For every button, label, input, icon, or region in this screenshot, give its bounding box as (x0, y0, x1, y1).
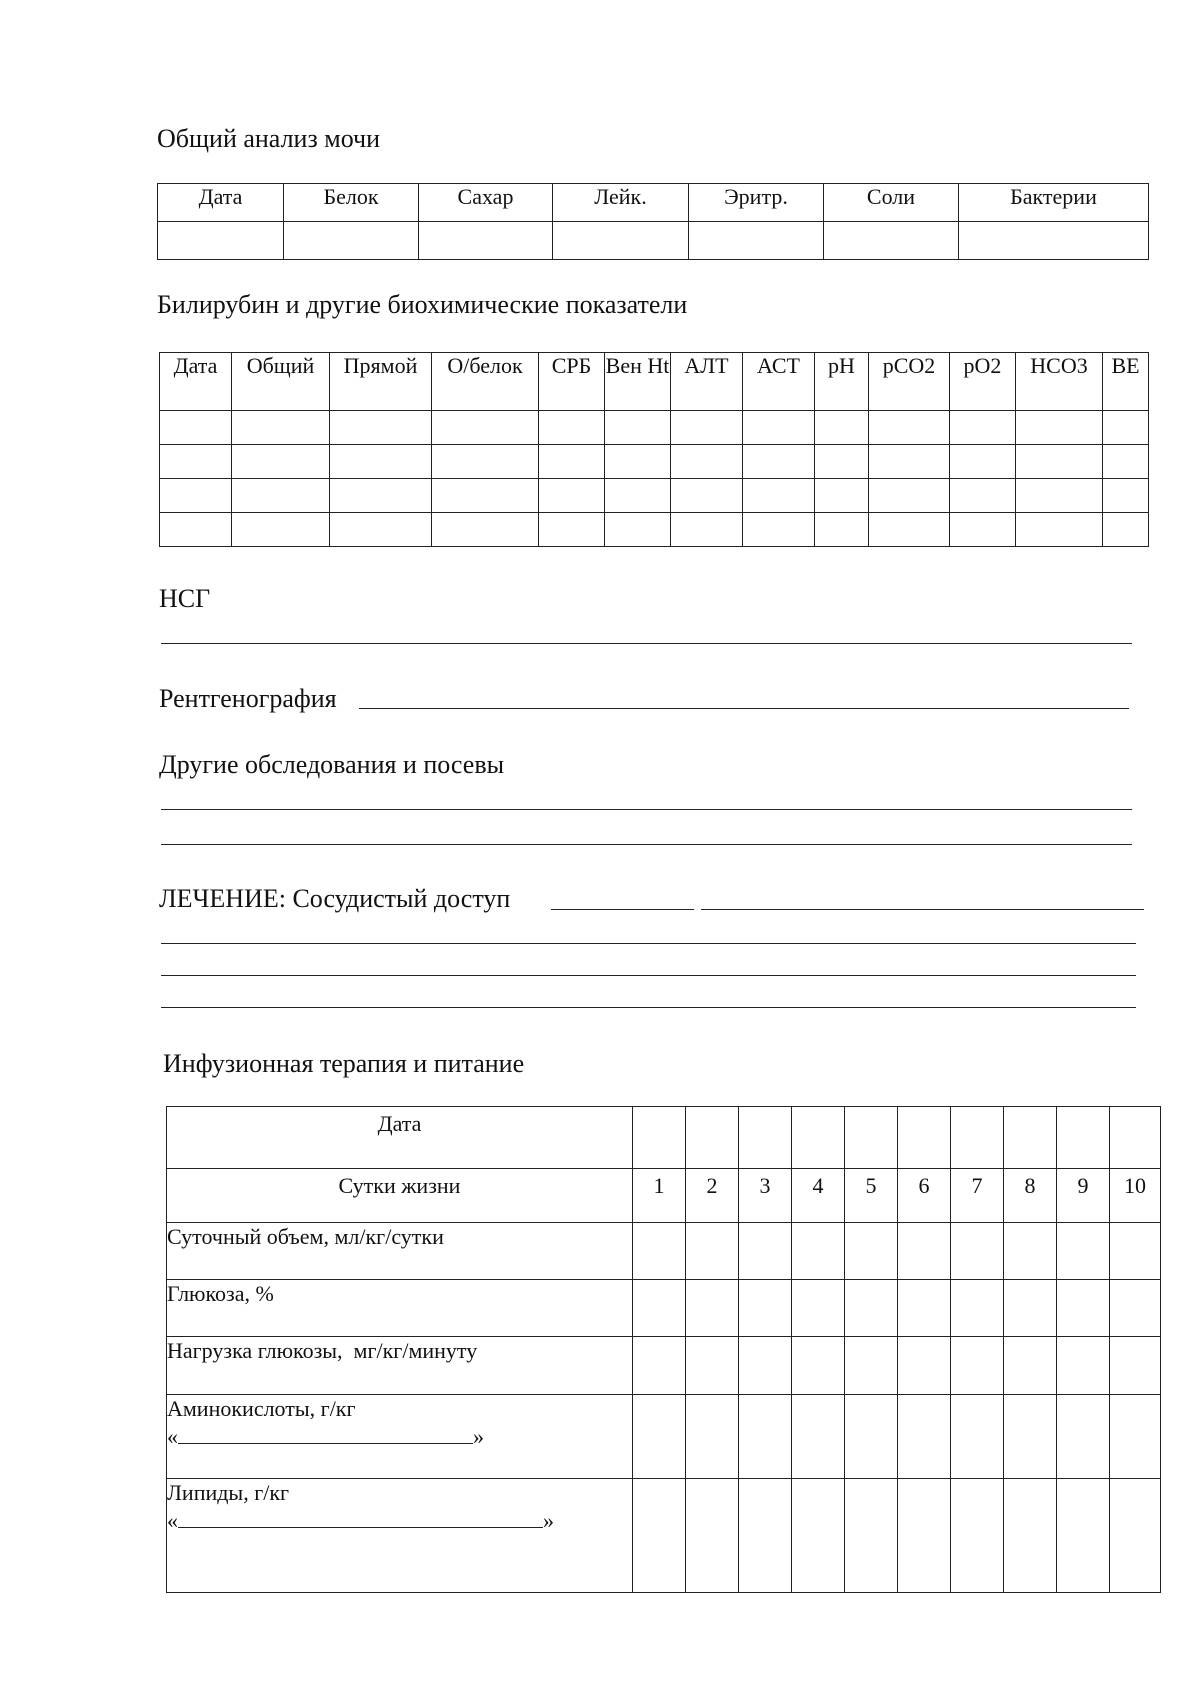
table-cell[interactable] (950, 513, 1016, 547)
col-header-total-protein: О/белок (432, 353, 539, 411)
day-number: 10 (1110, 1169, 1161, 1223)
table-cell[interactable] (158, 222, 284, 260)
table-cell[interactable] (160, 445, 232, 479)
table-cell[interactable] (792, 1107, 845, 1169)
table-cell[interactable] (739, 1107, 792, 1169)
table-cell[interactable] (950, 479, 1016, 513)
amino-acids-label: Аминокислоты, г/кг (167, 1396, 356, 1421)
treatment-line-1[interactable] (161, 943, 1136, 944)
table-cell[interactable] (898, 1107, 951, 1169)
table-cell[interactable] (1004, 1395, 1057, 1479)
table-cell[interactable] (160, 479, 232, 513)
quote-close: » (543, 1508, 554, 1533)
table-cell[interactable] (792, 1395, 845, 1479)
quote-open: « (167, 1424, 178, 1449)
table-cell[interactable] (950, 411, 1016, 445)
table-row (160, 445, 1149, 479)
table-cell[interactable] (1110, 1337, 1161, 1395)
urinalysis-table (157, 183, 1149, 260)
table-cell[interactable] (951, 1107, 1004, 1169)
table-cell[interactable] (633, 1395, 686, 1479)
amino-acids-name-line[interactable] (178, 1442, 473, 1444)
table-cell[interactable] (1103, 513, 1149, 547)
col-header-ph: pH (815, 353, 869, 411)
table-cell[interactable] (432, 445, 539, 479)
col-header-ven-ht: Вен Ht (605, 353, 671, 411)
table-row (160, 479, 1149, 513)
row-label-daily-volume: Суточный объем, мл/кг/сутки (167, 1223, 633, 1280)
table-cell[interactable] (686, 1280, 739, 1337)
table-cell[interactable] (1016, 479, 1103, 513)
table-cell[interactable] (951, 1280, 1004, 1337)
col-header-eryth: Эритр. (689, 184, 824, 222)
table-cell[interactable] (739, 1395, 792, 1479)
col-header-ast: АСТ (743, 353, 815, 411)
table-cell[interactable] (951, 1223, 1004, 1280)
table-cell[interactable] (419, 222, 553, 260)
table-cell[interactable] (553, 222, 689, 260)
col-header-pco2: pCO2 (869, 353, 950, 411)
table-cell[interactable] (605, 445, 671, 479)
table-cell[interactable] (951, 1395, 1004, 1479)
quote-close: » (473, 1424, 484, 1449)
col-header-protein: Белок (284, 184, 419, 222)
col-header-po2: pO2 (950, 353, 1016, 411)
table-cell[interactable] (671, 411, 743, 445)
nsg-line[interactable] (161, 643, 1132, 644)
table-cell[interactable] (739, 1280, 792, 1337)
col-header-leuk: Лейк. (553, 184, 689, 222)
table-cell[interactable] (1110, 1107, 1161, 1169)
table-cell[interactable] (743, 479, 815, 513)
table-cell[interactable] (633, 1107, 686, 1169)
table-cell[interactable] (686, 1479, 739, 1593)
table-cell[interactable] (1103, 479, 1149, 513)
infusion-title: Инфузионная терапия и питание (163, 1049, 525, 1078)
table-cell[interactable] (1110, 1479, 1161, 1593)
table-cell[interactable] (1057, 1337, 1110, 1395)
day-number: 9 (1057, 1169, 1110, 1223)
table-cell[interactable] (232, 445, 330, 479)
treatment-bold-label: ЛЕЧЕНИЕ: (159, 884, 286, 913)
table-cell[interactable] (1110, 1223, 1161, 1280)
row-label-amino-acids (167, 1395, 633, 1479)
table-cell[interactable] (950, 445, 1016, 479)
xray-label: Рентгенография (159, 684, 337, 713)
table-cell[interactable] (1057, 1223, 1110, 1280)
table-cell[interactable] (686, 1337, 739, 1395)
table-cell[interactable] (633, 1479, 686, 1593)
table-cell[interactable] (869, 411, 950, 445)
biochem-table (159, 352, 1149, 547)
table-cell[interactable] (605, 513, 671, 547)
col-header-alt: АЛТ (671, 353, 743, 411)
infusion-table (166, 1106, 1161, 1593)
biochem-title: Билирубин и другие биохимические показатели (157, 290, 688, 319)
table-cell[interactable] (605, 479, 671, 513)
row-label-day-of-life: Сутки жизни (167, 1169, 633, 1223)
table-cell[interactable] (845, 1337, 898, 1395)
table-cell[interactable] (432, 513, 539, 547)
table-cell[interactable] (845, 1395, 898, 1479)
table-cell[interactable] (792, 1280, 845, 1337)
table-cell[interactable] (845, 1280, 898, 1337)
table-cell[interactable] (686, 1107, 739, 1169)
xray-line[interactable] (359, 708, 1129, 709)
day-number: 1 (633, 1169, 686, 1223)
other-label: Другие обследования и посевы (159, 750, 505, 779)
table-cell[interactable] (739, 1337, 792, 1395)
table-cell[interactable] (739, 1223, 792, 1280)
day-number: 3 (739, 1169, 792, 1223)
table-cell[interactable] (815, 411, 869, 445)
table-cell[interactable] (539, 411, 605, 445)
day-number: 4 (792, 1169, 845, 1223)
table-cell[interactable] (845, 1107, 898, 1169)
day-number: 8 (1004, 1169, 1057, 1223)
table-cell[interactable] (815, 513, 869, 547)
col-header-date: Дата (160, 353, 232, 411)
table-cell[interactable] (1103, 445, 1149, 479)
table-row (160, 411, 1149, 445)
table-cell[interactable] (792, 1223, 845, 1280)
treatment-line-3[interactable] (161, 1007, 1136, 1008)
table-cell[interactable] (1057, 1395, 1110, 1479)
quote-open: « (167, 1508, 178, 1533)
table-cell[interactable] (1057, 1107, 1110, 1169)
col-header-sugar: Сахар (419, 184, 553, 222)
lipids-name-line[interactable] (178, 1526, 543, 1528)
vascular-access-line-1[interactable] (551, 909, 694, 910)
day-number: 5 (845, 1169, 898, 1223)
day-number: 7 (951, 1169, 1004, 1223)
table-cell[interactable] (686, 1223, 739, 1280)
table-cell[interactable] (686, 1395, 739, 1479)
table-cell[interactable] (1004, 1107, 1057, 1169)
table-cell[interactable] (1004, 1337, 1057, 1395)
lipids-label: Липиды, г/кг (167, 1480, 290, 1505)
table-cell[interactable] (898, 1395, 951, 1479)
table-cell[interactable] (633, 1223, 686, 1280)
day-number: 6 (898, 1169, 951, 1223)
table-cell[interactable] (1016, 411, 1103, 445)
treatment-line-2[interactable] (161, 975, 1136, 976)
table-cell[interactable] (1004, 1479, 1057, 1593)
day-number: 2 (686, 1169, 739, 1223)
vascular-access-line-2[interactable] (701, 909, 1144, 910)
table-cell[interactable] (539, 479, 605, 513)
table-cell[interactable] (432, 411, 539, 445)
table-cell[interactable] (232, 513, 330, 547)
col-header-direct: Прямой (330, 353, 432, 411)
treatment-label: Сосудистый доступ (292, 884, 511, 913)
table-cell[interactable] (792, 1337, 845, 1395)
table-cell[interactable] (951, 1479, 1004, 1593)
table-cell[interactable] (1016, 513, 1103, 547)
table-cell[interactable] (432, 479, 539, 513)
table-cell[interactable] (959, 222, 1149, 260)
table-cell[interactable] (1103, 411, 1149, 445)
col-header-salts: Соли (824, 184, 959, 222)
table-cell[interactable] (671, 445, 743, 479)
table-cell[interactable] (898, 1223, 951, 1280)
table-cell[interactable] (739, 1479, 792, 1593)
amino-acids-blank (167, 1423, 632, 1451)
table-cell[interactable] (671, 513, 743, 547)
nsg-label: НСГ (159, 584, 211, 613)
table-cell[interactable] (1110, 1395, 1161, 1479)
col-header-be: BE (1103, 353, 1149, 411)
table-cell[interactable] (330, 445, 432, 479)
other-line-2[interactable] (161, 844, 1132, 845)
table-cell[interactable] (898, 1337, 951, 1395)
table-cell[interactable] (743, 411, 815, 445)
table-cell[interactable] (869, 513, 950, 547)
table-cell[interactable] (330, 479, 432, 513)
table-cell[interactable] (824, 222, 959, 260)
table-cell[interactable] (633, 1280, 686, 1337)
table-cell[interactable] (539, 513, 605, 547)
row-label-date: Дата (167, 1107, 633, 1169)
table-cell[interactable] (951, 1337, 1004, 1395)
table-cell[interactable] (605, 411, 671, 445)
table-cell[interactable] (845, 1223, 898, 1280)
table-cell[interactable] (689, 222, 824, 260)
table-cell[interactable] (633, 1337, 686, 1395)
table-cell[interactable] (330, 411, 432, 445)
table-cell[interactable] (743, 445, 815, 479)
table-cell[interactable] (1110, 1280, 1161, 1337)
table-cell[interactable] (232, 479, 330, 513)
col-header-hco3: HCO3 (1016, 353, 1103, 411)
table-cell[interactable] (539, 445, 605, 479)
table-cell[interactable] (1004, 1280, 1057, 1337)
row-label-glucose-load: Нагрузка глюкозы, мг/кг/минуту (167, 1337, 633, 1395)
table-row (160, 513, 1149, 547)
row-label-glucose: Глюкоза, % (167, 1280, 633, 1337)
table-cell[interactable] (1057, 1479, 1110, 1593)
other-line-1[interactable] (161, 809, 1132, 810)
table-cell[interactable] (284, 222, 419, 260)
table-cell[interactable] (330, 513, 432, 547)
table-cell[interactable] (792, 1479, 845, 1593)
table-cell[interactable] (898, 1280, 951, 1337)
table-cell[interactable] (1057, 1280, 1110, 1337)
table-cell[interactable] (671, 479, 743, 513)
table-cell[interactable] (1016, 445, 1103, 479)
table-cell[interactable] (815, 479, 869, 513)
col-header-total: Общий (232, 353, 330, 411)
col-header-crp: СРБ (539, 353, 605, 411)
row-label-lipids (167, 1479, 633, 1593)
col-header-bacteria: Бактерии (959, 184, 1149, 222)
table-cell[interactable] (869, 479, 950, 513)
table-cell[interactable] (898, 1479, 951, 1593)
col-header-date: Дата (158, 184, 284, 222)
table-cell[interactable] (160, 411, 232, 445)
table-cell[interactable] (232, 411, 330, 445)
table-cell[interactable] (815, 445, 869, 479)
lipids-blank (167, 1507, 632, 1535)
table-cell[interactable] (160, 513, 232, 547)
urinalysis-title: Общий анализ мочи (157, 124, 381, 153)
treatment-heading (159, 884, 510, 914)
table-cell[interactable] (743, 513, 815, 547)
table-cell[interactable] (845, 1479, 898, 1593)
table-cell[interactable] (869, 445, 950, 479)
table-cell[interactable] (1004, 1223, 1057, 1280)
